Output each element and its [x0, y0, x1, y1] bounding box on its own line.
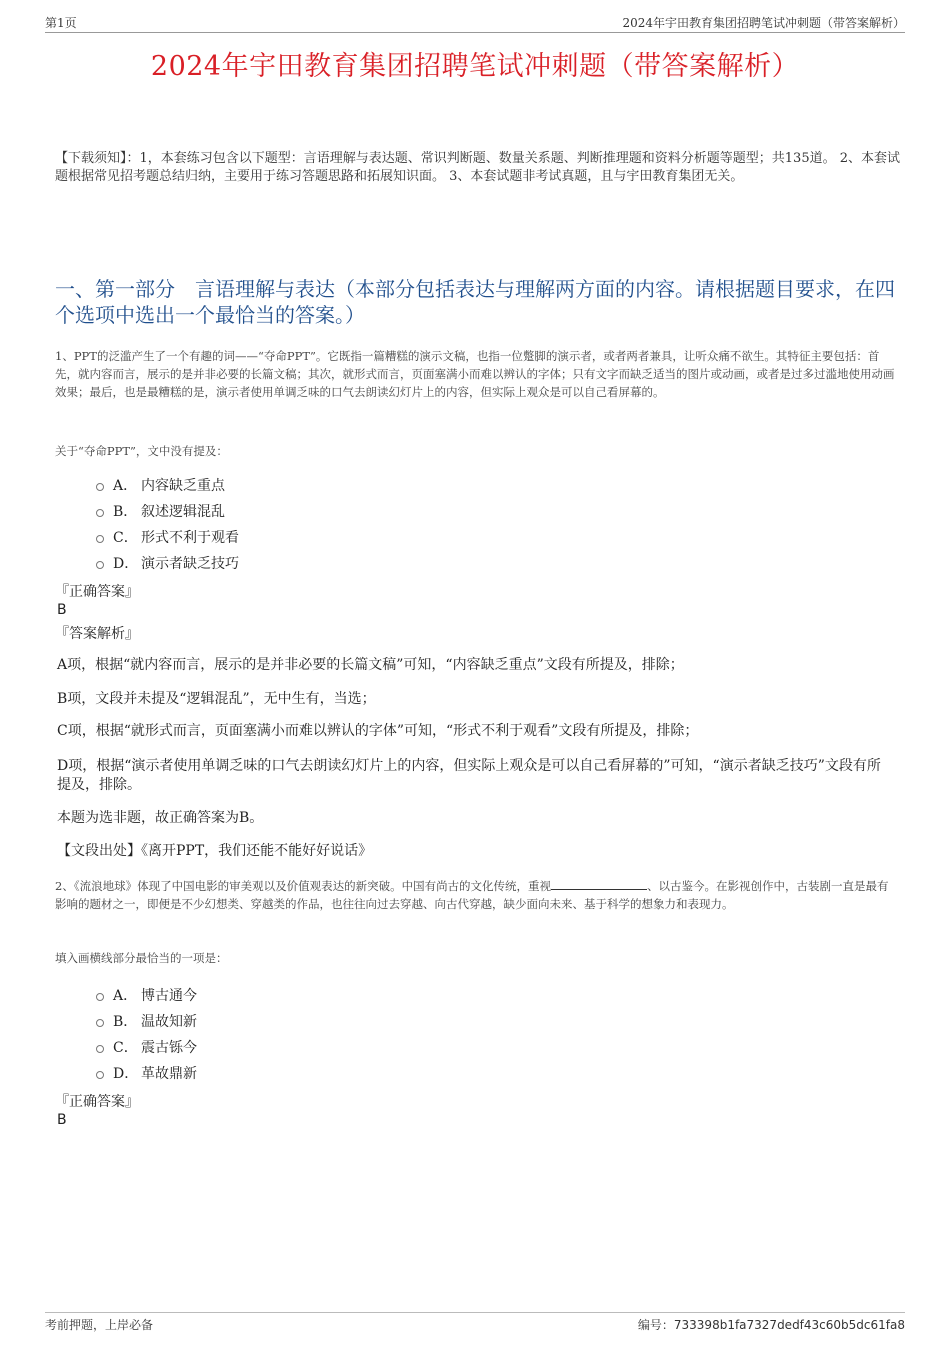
q2-options — [96, 982, 197, 1086]
q1-option-c[interactable] — [96, 524, 239, 550]
q2-option-d[interactable] — [96, 1060, 197, 1086]
option-text: 形式不利于观看 — [141, 530, 239, 546]
q2-prompt: 填入画横线部分最恰当的一项是： — [55, 951, 228, 965]
q1-answer: B — [57, 602, 67, 618]
radio-icon[interactable] — [96, 535, 104, 543]
radio-icon[interactable] — [96, 561, 104, 569]
q1-analysis-a: A项，根据“就内容而言，展示的是并非必要的长篇文稿”可知，“内容缺乏重点”文段有所提及，排除； — [57, 657, 684, 673]
q1-source: 【文段出处】《离开PPT，我们还能不能好好说话》 — [57, 843, 373, 859]
code-label: 编号： — [637, 1318, 674, 1332]
option-letter: A． — [113, 988, 138, 1004]
q1-stem: 1、PPT的泛滥产生了一个有趣的词——“夺命PPT”。它既指一篇糟糕的演示文稿，也指一位蹩脚的演示者，或者两者兼具，让听众痛不欲生。其特征主要包括：首先，就内容而言，展示的是并非必要的长篇文稿；其次，就形式而言，页面塞满小而难以辨认的字体；只有文字而缺乏适当的图片或动画，或者是过多过滥地使用动画效果；最后，也是最糟糕的是，演示者使用单调乏味的口气去朗读幻灯片上的内容，但实际上观众是可以自己看屏幕的。 — [55, 349, 895, 399]
header-doc-title: 2024年宇田教育集团招聘笔试冲刺题（带答案解析） — [622, 16, 905, 30]
q2-answer: B — [57, 1112, 67, 1128]
option-text: 革故鼎新 — [141, 1066, 197, 1082]
q1-conclusion: 本题为选非题，故正确答案为B。 — [57, 810, 264, 826]
option-text: 博古通今 — [141, 988, 197, 1004]
option-letter: B． — [113, 504, 138, 520]
document-title: 2024年宇田教育集团招聘笔试冲刺题（带答案解析） — [150, 51, 800, 82]
q2-option-a[interactable] — [96, 982, 197, 1008]
download-notice: 【下载须知】：1，本套练习包含以下题型：言语理解与表达题、常识判断题、数量关系题、判断推理题和资料分析题等题型；共135道。 2、本套试题根据常见招考题总结归纳，主要用于练习答题思路和拓展知识面。 3、本套试题非考试真题，且与宇田教育集团无关。 — [55, 151, 900, 184]
option-text: 温故知新 — [141, 1014, 197, 1030]
footer-slogan: 考前押题，上岸必备 — [45, 1318, 154, 1332]
footer-code — [638, 1316, 905, 1333]
option-letter: C． — [113, 530, 138, 546]
q2-stem-after: 、以古鉴今。在影视创作中，古装剧一直是最有影响的题材之一，即便是不少幻想类、穿越类的作品，也往往向过去穿越、向古代穿越，缺少面向未来、基于科学的想象力和表现力。 — [55, 879, 889, 911]
q1-option-b[interactable] — [96, 498, 239, 524]
q1-answer-label: 『正确答案』 — [55, 584, 139, 600]
q2-answer-label: 『正确答案』 — [55, 1094, 139, 1110]
fill-blank — [551, 878, 647, 890]
q1-option-d[interactable] — [96, 550, 239, 576]
q2-option-c[interactable] — [96, 1034, 197, 1060]
radio-icon[interactable] — [96, 993, 104, 1001]
radio-icon[interactable] — [96, 483, 104, 491]
page-header — [45, 14, 905, 33]
radio-icon[interactable] — [96, 1045, 104, 1053]
code-value: 733398b1fa7327dedf43c60b5dc61fa8 — [673, 1318, 905, 1332]
q1-options — [96, 472, 239, 576]
radio-icon[interactable] — [96, 509, 104, 517]
section-title: 一、第一部分 言语理解与表达（本部分包括表达与理解两方面的内容。请根据题目要求，在四个选项中选出一个最恰当的答案。） — [55, 277, 895, 327]
option-text: 叙述逻辑混乱 — [141, 504, 225, 520]
q1-prompt: 关于“夺命PPT”，文中没有提及： — [55, 444, 228, 458]
q2-stem — [55, 877, 895, 913]
option-text: 演示者缺乏技巧 — [141, 556, 239, 572]
option-letter: B． — [113, 1014, 138, 1030]
page-number: 第1页 — [45, 16, 77, 30]
radio-icon[interactable] — [96, 1071, 104, 1079]
q1-analysis-c: C项，根据“就形式而言，页面塞满小而难以辨认的字体”可知，“形式不利于观看”文段有所提及，排除； — [57, 723, 699, 739]
q1-analysis-label: 『答案解析』 — [55, 626, 139, 642]
q1-analysis-d: D项，根据“演示者使用单调乏味的口气去朗读幻灯片上的内容，但实际上观众是可以自己看屏幕的”可知，“演示者缺乏技巧”文段有所提及，排除。 — [57, 758, 881, 793]
option-text: 震古铄今 — [141, 1040, 197, 1056]
option-letter: A． — [113, 478, 138, 494]
radio-icon[interactable] — [96, 1019, 104, 1027]
page-footer — [45, 1312, 905, 1333]
option-letter: D． — [113, 556, 139, 572]
q1-analysis-b: B项，文段并未提及“逻辑混乱”，无中生有，当选； — [57, 691, 376, 707]
option-letter: D． — [113, 1066, 139, 1082]
q2-stem-before: 2、《流浪地球》体现了中国电影的审美观以及价值观表达的新突破。中国有尚古的文化传统，重视 — [55, 879, 552, 893]
q2-option-b[interactable] — [96, 1008, 197, 1034]
option-letter: C． — [113, 1040, 138, 1056]
option-text: 内容缺乏重点 — [141, 478, 225, 494]
q1-option-a[interactable] — [96, 472, 239, 498]
